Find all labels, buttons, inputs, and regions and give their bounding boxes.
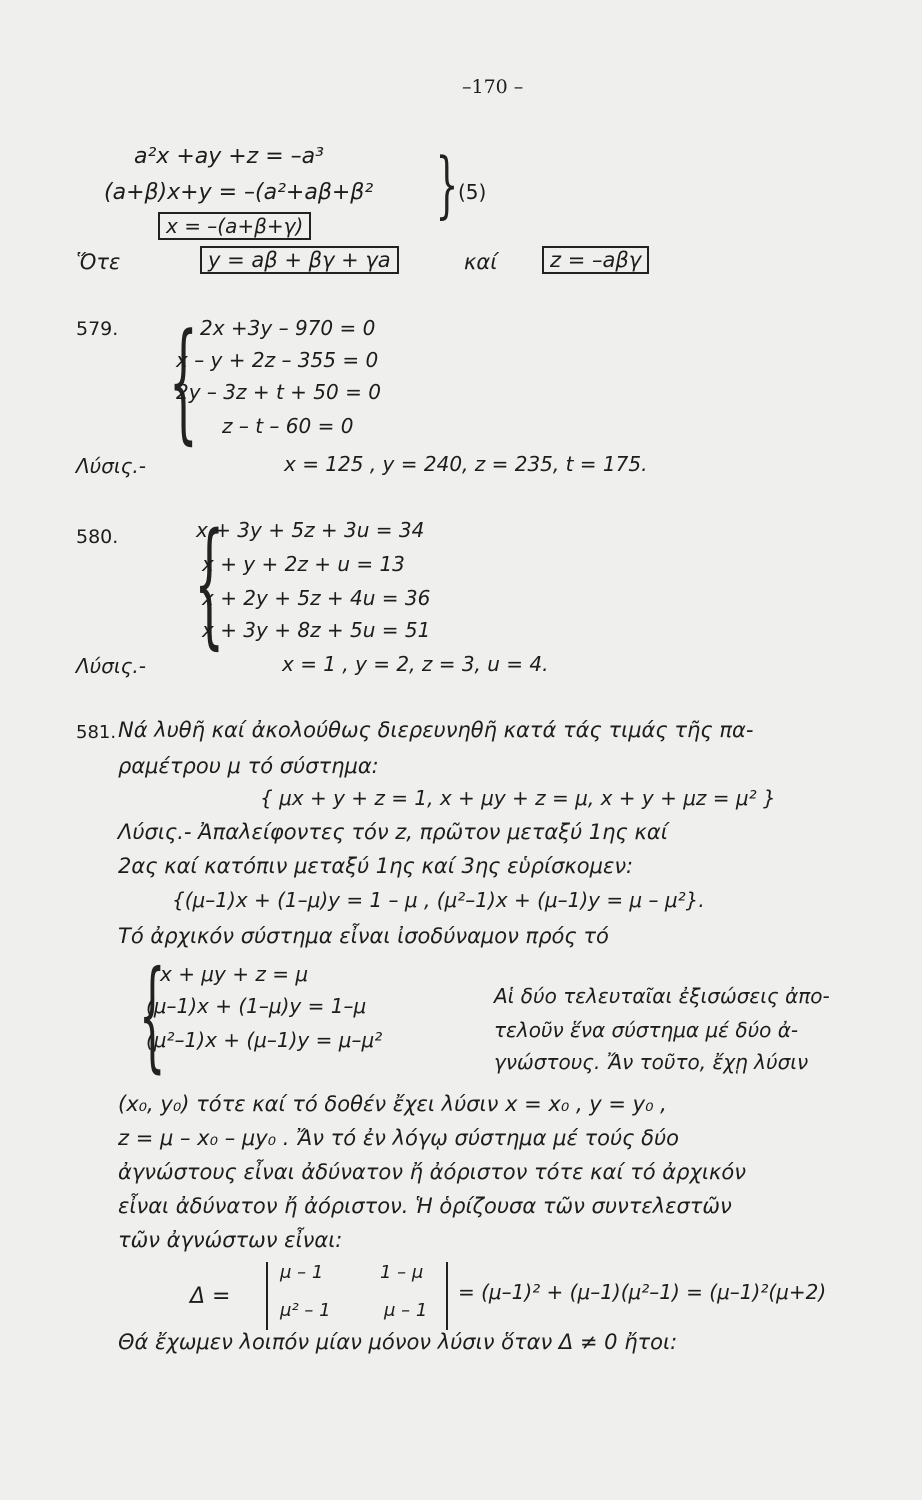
det-b: 1 – μ xyxy=(380,1262,424,1283)
page-number: –170 – xyxy=(462,76,524,98)
det-rhs: = (μ–1)² + (μ–1)(μ²–1) = (μ–1)²(μ+2) xyxy=(458,1280,827,1304)
p581-line6: Τό ἀρχικόν σύστημα εἶναι ἰσοδύναμον πρός τό xyxy=(118,924,609,948)
x-boxed: x = –(a+β+γ) xyxy=(158,212,311,240)
kai-word: καί xyxy=(464,250,498,274)
y-boxed: y = aβ + βγ + γa xyxy=(200,246,399,274)
det-bar-right xyxy=(446,1262,448,1330)
p580-eq3: x + 2y + 5z + 4u = 36 xyxy=(202,586,431,610)
p581-number: 581. xyxy=(76,722,117,743)
p580-lysis: x = 1 , y = 2, z = 3, u = 4. xyxy=(282,652,549,676)
p579-eq1: 2x +3y – 970 = 0 xyxy=(200,316,376,340)
p579-lysis: x = 125 , y = 240, z = 235, t = 175. xyxy=(284,452,648,476)
eq5-line3 xyxy=(158,212,311,240)
p581-line4: 2ας καί κατόπιν μεταξύ 1ης καί 3ης εὑρίσκομεν: xyxy=(118,854,634,878)
problem-581-number xyxy=(76,722,116,743)
p579-eq3: 2y – 3z + t + 50 = 0 xyxy=(176,380,381,404)
p581-line5: {(μ–1)x + (1–μ)y = 1 – μ , (μ²–1)x + (μ–1)y = μ – μ²}. xyxy=(172,888,705,912)
det-lhs: Δ = xyxy=(190,1284,231,1309)
p581-sys-c: (μ²–1)x + (μ–1)y = μ–μ² xyxy=(146,1028,383,1052)
left-brace-icon: { xyxy=(168,305,198,457)
eq5-line1: a²x +ay +z = –a³ xyxy=(134,144,324,169)
p581-line3: Λύσις.- Ἀπαλείφοντες τόν z, πρῶτον μεταξύ 1ης καί xyxy=(118,820,668,844)
p581-statement-line2: ραμέτρου μ τό σύστημα: xyxy=(118,754,379,778)
det-bar-left xyxy=(266,1262,268,1330)
problem-579-number: 579. xyxy=(76,318,119,340)
p580-eq4: x + 3y + 8z + 5u = 51 xyxy=(202,618,431,642)
p579-eq2: x – y + 2z – 355 = 0 xyxy=(176,348,379,372)
det-a: μ – 1 xyxy=(280,1262,324,1283)
p579-lysis-label: Λύσις.- xyxy=(76,454,147,478)
left-brace-icon: { xyxy=(194,505,225,663)
p580-lysis-label: Λύσις.- xyxy=(76,654,147,678)
ote-word: Ὅτε xyxy=(76,250,121,274)
p581-sys-b: (μ–1)x + (1–μ)y = 1–μ xyxy=(146,994,367,1018)
eq5-label: (5) xyxy=(458,180,487,204)
right-brace-icon: } xyxy=(435,142,459,226)
p581-system: { μx + y + z = 1, x + μy + z = μ, x + y + μz = μ² } xyxy=(260,786,776,810)
y-result xyxy=(200,246,399,274)
p581-line11: τῶν ἀγνώστων εἶναι: xyxy=(118,1228,343,1252)
p581-line8: z = μ – x₀ – μy₀ . Ἄν τό ἐν λόγῳ σύστημα μέ τούς δύο xyxy=(118,1126,680,1150)
z-boxed: z = –aβγ xyxy=(542,246,649,274)
p581-line7: (x₀, y₀) τότε καί τό δοθέν ἔχει λύσιν x = x₀ , y = y₀ , xyxy=(118,1092,667,1116)
p581-side3: γνώστους. Ἄν τοῦτο, ἔχῃ λύσιν xyxy=(494,1050,809,1074)
p579-eq4: z – t – 60 = 0 xyxy=(222,414,354,438)
det-d: μ – 1 xyxy=(384,1300,428,1321)
left-brace-icon: { xyxy=(138,946,166,1085)
p580-eq1: x + 3y + 5z + 3u = 34 xyxy=(196,518,425,542)
p581-side2: τελοῦν ἕνα σύστημα μέ δύο ἀ- xyxy=(494,1018,799,1042)
eq5-line2: (a+β)x+y = –(a²+aβ+β² xyxy=(104,180,374,205)
p581-line9: ἀγνώστους εἶναι ἀδύνατον ἤ ἀόριστον τότε καί τό ἀρχικόν xyxy=(118,1160,746,1184)
z-result xyxy=(542,246,649,274)
p581-line12: Θά ἔχωμεν λοιπόν μίαν μόνον λύσιν ὅταν Δ ≠ 0 ἤτοι: xyxy=(118,1330,678,1354)
det-c: μ² – 1 xyxy=(280,1300,331,1321)
problem-580-number: 580. xyxy=(76,526,119,548)
p581-statement-line1: Νά λυθῆ καί ἀκολούθως διερευνηθῆ κατά τάς τιμάς τῆς πα- xyxy=(118,718,754,742)
p581-side1: Αἱ δύο τελευταῖαι ἐξισώσεις ἀπο- xyxy=(494,984,830,1008)
p581-line10: εἶναι ἀδύνατον ἤ ἀόριστον. Ἡ ὁρίζουσα τῶν συντελεστῶν xyxy=(118,1194,732,1218)
p581-sys-a: x + μy + z = μ xyxy=(160,962,309,986)
p580-eq2: x + y + 2z + u = 13 xyxy=(202,552,405,576)
